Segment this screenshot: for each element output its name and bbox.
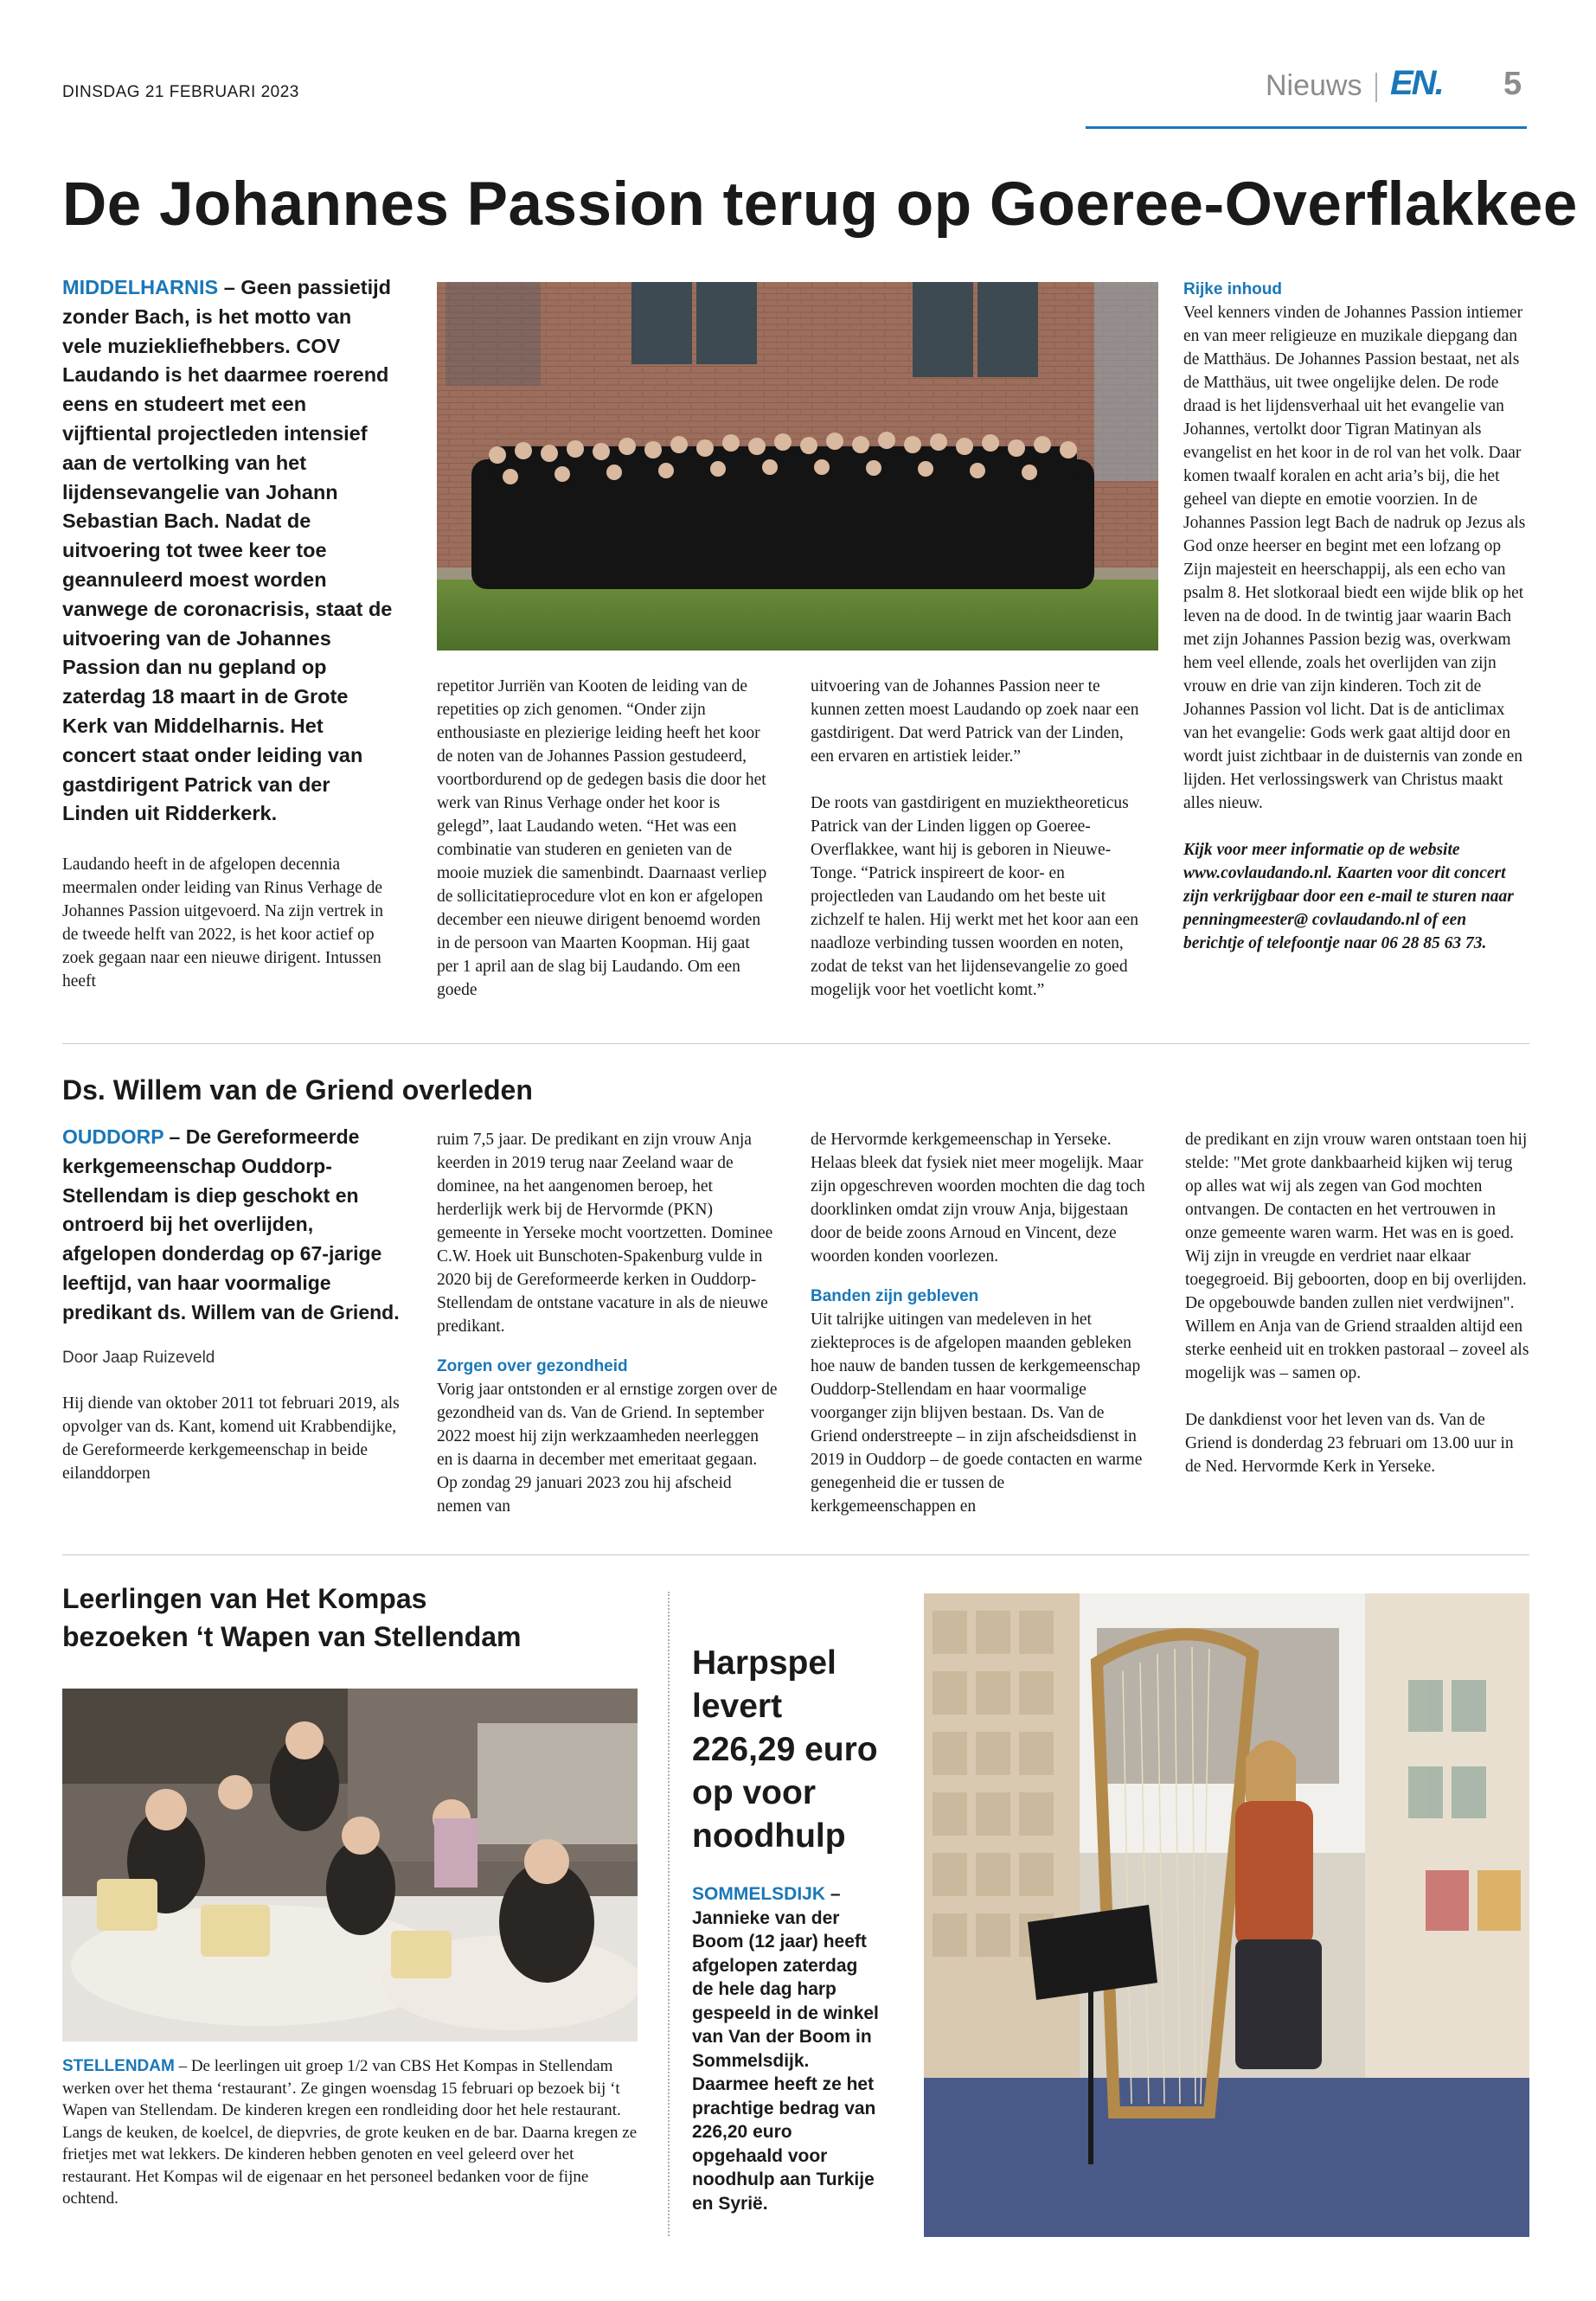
article2-col1-body: Hij diende van oktober 2011 tot februari 2019, als opvolger van ds. Kant, komend uit Krabbendijke, de Gereformeerde kerkgemeenschap in beide eilanddorpen [62,1394,400,1483]
header-divider [1375,73,1377,102]
article2-dateline: OUDDORP [62,1125,164,1148]
article2-subhead-banden: Banden zijn gebleven [811,1287,979,1305]
article2-col4 [1185,1128,1531,1478]
article2-col3-body: de Hervormde kerkgemeenschap in Yerseke. Helaas bleek dat fysiek niet meer mogelijk. Maar zijn opgeschreven woorden mochten die dag toch doorklinken omdat zijn vrouw Anja, bijgestaan door de beide zoons Arnoud en Vincent, deze woorden konden voorlezen. [811,1131,1145,1266]
article2-col2-body: ruim 7,5 jaar. De predikant en zijn vrouw Anja keerden in 2019 terug naar Zeeland waar de dominee, na het aangenomen beroep, het herderlijk werk bij de Hervormde (PKN) gemeente in Yerseke mocht voortzetten. Dominee C.W. Hoek uit Bunschoten-Spakenburg vulde in 2020 bij de Gereformeerde kerken in Ouddorp-Stellendam de ontstane vacature in als de nieuwe predikant. [437,1131,773,1336]
article3-headline-line-1: Leerlingen van Het Kompas [62,1583,427,1614]
article3-body-text: – De leerlingen uit groep 1/2 van CBS Het Kompas in Stellendam werken over het thema ‘restaurant’. Ze gingen woensdag 15 februari op bezoek bij ‘t Wapen van Stellendam. De kinderen kregen een rondleiding door het hele restaurant. Langs de keuken, de koelcel, de diepvries, de grote keuken en de bar. Daarna kregen ze frietjes met wat lekkers. De kinderen hebben genoten en veel geleerd over het restaurant. Het Kompas wil de eigenaar en het personeel bedanken voor de fijne ochtend. [62,2057,638,2208]
school-restaurant-photo [62,1689,638,2041]
harp-photo-image [924,1593,1529,2237]
article1-headline: De Johannes Passion terug op Goeree-Overflakkee [62,170,1578,239]
school-restaurant-photo-image [62,1689,638,2041]
article1-col2-body: repetitor Jurriën van Kooten de leiding van de repetities op zich genomen. “Onder zijn enthousiaste en plezierige leiding heeft het koor de noten van de Johannes Passion gestudeerd, voortbordurend op de gedegen basis die door het werk van Rinus Verhage onder het koor is gelegd”, laat Laudando weten. “Het was een combinatie van studeren en genieten van de mooie muziek die samenbindt. Daarnaast verliep de sollicitatieprocedure vlot en kon er afgelopen december een nieuwe dirigent benoemd worden in de persoon van Maarten Koopman. Hij gaat per 1 april aan de slag bij Laudando. Om een goede [437,677,767,999]
choir-photo-image [437,282,1158,651]
article2-lead [62,1123,404,1328]
article1-lead-text: – Geen passietijd zonder Bach, is het motto van vele muziekliefhebbers. COV Laudando is het daarmee roerend eens en studeert met een vijftiental projectleden intensief aan de vertolking van het lijdensevangelie van Johann Sebastian Bach. Nadat de uitvoering tot twee keer toe geannuleerd moest worden vanwege de coronacrisis, staat de uitvoering van de Johannes Passion dan nu gepland op zaterdag 18 maart in de Grote Kerk van Middelharnis. Het concert staat onder leiding van gastdirigent Patrick van der Linden uit Ridderkerk. [62,276,393,825]
header-rule [1086,126,1527,129]
article2-col4-body: de predikant en zijn vrouw waren ontstaan toen hij stelde: "Met grote dankbaarheid kijken wij terug op alles wat wij als zegen van God mochten ontvangen. De contacten en het vertrouwen in onze gemeente waren warm. Het was en is goed. Wij zijn in vreugde en verdriet naar elkaar toegegroeid. Bij geboorten, doop en bij overlijden. De opgebouwde banden zullen niet verdwijnen". Willem en Anja van de Griend straalden altijd een sterke eenheid uit en trokken pastoraal – zoveel als mogelijk was – samen op. [1185,1131,1529,1382]
article1-col1 [62,273,395,993]
article1-subhead-rijke-inhoud: Rijke inhoud [1183,280,1282,298]
article3-headline [62,1580,522,1656]
article4-headline [692,1642,878,1858]
article2-col3-body-2: Uit talrijke uitingen van medeleven in het ziekteproces is de afgelopen maanden gebleken hoe nauw de banden tussen de kerkgemeenschap Ouddorp-Stellendam en haar voormalige voorganger zijn blijven bestaan. Ds. Van de Griend onderstreepte – in zijn afscheidsdienst in 2019 in Ouddorp – de goede contacten en warme genegenheid die er tussen de kerkgemeenschappen en [811,1311,1143,1516]
article2-col4-body-2: De dankdienst voor het leven van ds. Van de Griend is donderdag 23 februari om 13.00 uur in de Ned. Hervormde Kerk in Yerseke. [1185,1411,1514,1476]
article1-lead [62,273,395,829]
divider-1 [62,1043,1529,1044]
article3-body [62,2055,638,2210]
article2-col2-body-2: Vorig jaar ontstonden er al ernstige zorgen over de gezondheid van ds. Van de Griend. In september 2022 moest hij zijn werkzaamheden neerleggen en is daarna in december met emeritaat gegaan. Op zondag 29 januari 2023 zou hij afscheid nemen van [437,1381,778,1516]
article4-headline-line-3: 226,29 euro [692,1731,878,1768]
article4-lead [692,1882,881,2215]
article3-body-block [62,2055,638,2210]
article1-col2 [437,675,770,1002]
article2-col3 [811,1128,1152,1518]
article4-lead-text: – Jannieke van der Boom (12 jaar) heeft afgelopen zaterdag de hele dag harp gespeeld in de winkel van Van der Boom in Sommelsdijk. Daarmee heeft ze het prachtige bedrag van 226,20 euro opgehaald voor noodhulp aan Turkije en Syrië. [692,1884,879,2214]
article1-col1-body: Laudando heeft in de afgelopen decennia meermalen onder leiding van Rinus Verhage de Johannes Passion uitgevoerd. Na zijn vertrek in de tweede helft van 2022, is het koor actief op zoek gegaan naar een nieuwe dirigent. Intussen heeft [62,856,383,991]
article3-dateline: STELLENDAM [62,2057,175,2075]
article2-col2 [437,1128,779,1518]
article1-col3-body: uitvoering van de Johannes Passion neer te kunnen zetten moest Laudando op zoek naar een gastdirigent. Dat werd Patrick van der Linden, een ervaren en artistiek leider.” [811,677,1139,766]
article1-col3 [811,675,1144,1002]
section-label: Nieuws [1266,69,1362,102]
harp-photo [924,1593,1529,2237]
choir-photo [437,282,1158,651]
dotted-column-divider [668,1592,670,2236]
article1-col4-body: Veel kenners vinden de Johannes Passion intiemer en van meer religieuze en muzikale diepgang dan de Matthäus. De Johannes Passion bestaat, net als de Matthäus, uit twee ongelijke delen. De rode draad is het lijdensverhaal uit het evangelie van Johannes, vertolkt door Tigran Matinyan als evangelist en het koor in de rol van het volk. Daar komen twaalf koralen en acht aria’s bij, die het geheel van diepte en emotie voorzien. In de Johannes Passion legt Bach de nadruk op Jezus als God onze heerser en begint met een lofzang op Zijn majesteit en heerschappij, als een echo van psalm 8. Het slotkoraal biedt een wijde blik op het leven na de dood. In de twintig jaar waarin Bach met zijn Johannes Passion bezig was, overkwam hem veel ellende, zoals het overlijden van zijn vrouw en drie van zijn kinderen. Toch zit de Johannes Passion vol licht. Dat is de anticlimax van het evangelie: Gods werk gaat altijd door en wordt juist zichtbaar in de duisternis van zonde en lijden. Het verlossingswerk van Christus maakt alles nieuw. [1183,304,1526,812]
article1-col3-body-2: De roots van gastdirigent en muziektheoreticus Patrick van der Linden liggen op Goeree-Overflakkee, want hij is geboren in Nieuwe-Tonge. “Patrick inspireert de koor- en projectleden van Laudando om het beste uit zichzelf te halen. Hij werkt met het koor aan een naadloze verbinding tussen woorden en noten, zodat de tekst van het lijdensevangelie zo goed mogelijk voor het voetlicht komt.” [811,794,1138,999]
article1-dateline: MIDDELHARNIS [62,276,219,298]
article4-headline-line-2: levert [692,1688,783,1725]
article2-col1 [62,1123,404,1485]
article4-lead-block [692,1882,881,2215]
article4-headline-line-1: Harpspel [692,1644,836,1682]
divider-2 [62,1554,1529,1555]
article2-lead-text: – De Gereformeerde kerkgemeenschap Ouddorp-Stellendam is diep geschokt en ontroerd bij het overlijden, afgelopen donderdag op 67-jarige leeftijd, van haar voormalige predikant ds. Willem van de Griend. [62,1125,400,1324]
article1-col4 [1183,279,1529,955]
article2-headline: Ds. Willem van de Griend overleden [62,1074,533,1106]
article4-headline-line-5: noodhulp [692,1817,846,1855]
article4-dateline: SOMMELSDIJK [692,1884,826,1904]
article3-headline-line-2: bezoeken ‘t Wapen van Stellendam [62,1621,522,1652]
article2-byline: Door Jaap Ruizeveld [62,1348,215,1367]
en-logo: EN. [1390,64,1443,102]
page-date: DINSDAG 21 FEBRUARI 2023 [62,83,299,101]
article4-headline-line-4: op voor [692,1774,816,1811]
article2-subhead-zorgen: Zorgen over gezondheid [437,1357,628,1375]
page-number: 5 [1503,66,1522,102]
article1-info: Kijk voor meer informatie op de website www.covlaudando.nl. Kaarten voor dit concert zijn verkrijgbaar door een e-mail te sturen naar penningmeester@ covlaudando.nl of een berichtje of telefoontje naar 06 28 85 63 73. [1183,841,1514,952]
